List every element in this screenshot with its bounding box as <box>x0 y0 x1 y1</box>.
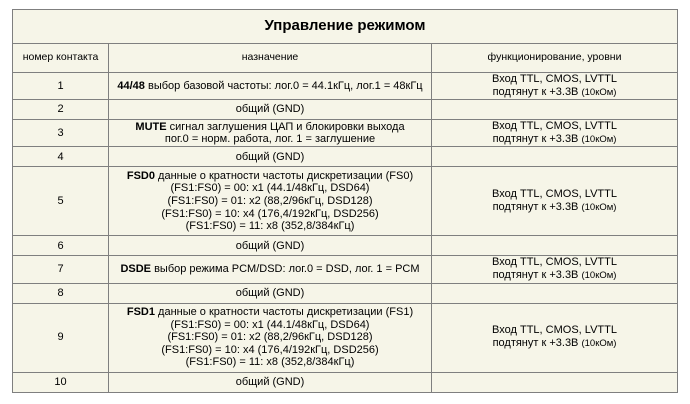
ratio-line: (FS1:FS0) = 01: x2 (88,2/96кГц, DSD128) <box>167 195 373 208</box>
purpose-cell: общий (GND) <box>109 147 432 167</box>
contact-number: 7 <box>13 256 109 283</box>
function-cell <box>432 256 678 283</box>
function-cell <box>432 236 678 256</box>
signal-name: FSD1 <box>126 306 155 319</box>
table-row <box>13 236 678 256</box>
function-line-1: Вход TTL, CMOS, LVTTL <box>492 73 617 85</box>
function-cell <box>432 167 678 236</box>
signal-name: FSD0 <box>126 169 155 182</box>
function-resistor: (10кОм) <box>581 201 617 213</box>
contact-number: 5 <box>13 167 109 236</box>
function-resistor: (10кОм) <box>581 86 617 98</box>
ratio-line: (FS1:FS0) = 11: x8 (352,8/384кГц) <box>185 220 355 233</box>
purpose-text: сигнал заглушения ЦАП и блокировки выхода <box>166 120 405 133</box>
purpose-cell <box>109 167 432 236</box>
table-row <box>13 120 678 147</box>
purpose-text-line-2: пог.0 = норм. работа, лог. 1 = заглушение <box>164 133 376 146</box>
function-resistor: (10кОм) <box>581 269 617 281</box>
purpose-cell: общий (GND) <box>109 236 432 256</box>
contact-number: 10 <box>13 372 109 392</box>
ratio-line: (FS1:FS0) = 11: x8 (352,8/384кГц) <box>185 356 355 369</box>
table-header-row <box>13 44 678 73</box>
table-row <box>13 147 678 167</box>
function-cell <box>432 147 678 167</box>
ratio-line: (FS1:FS0) = 00: x1 (44.1/48кГц, DSD64) <box>170 318 370 331</box>
header-contact: номер контакта <box>13 44 109 73</box>
function-line-2: подтянут к +3.3В <box>492 268 579 281</box>
contact-number: 8 <box>13 283 109 303</box>
function-cell <box>432 120 678 147</box>
table-row <box>13 256 678 283</box>
contact-number: 4 <box>13 147 109 167</box>
purpose-text: выбор режима PCM/DSD: лог.0 = DSD, лог. 1 = PCM <box>151 263 420 276</box>
function-cell <box>432 303 678 372</box>
function-cell <box>432 372 678 392</box>
function-line-1: Вход TTL, CMOS, LVTTL <box>492 324 617 337</box>
table-row <box>13 73 678 100</box>
purpose-cell: общий (GND) <box>109 283 432 303</box>
mode-control-table <box>12 9 678 393</box>
purpose-cell: общий (GND) <box>109 372 432 392</box>
ratio-line: (FS1:FS0) = 10: x4 (176,4/192кГц, DSD256) <box>161 343 379 356</box>
header-purpose: назначение <box>109 44 432 73</box>
ratio-line: (FS1:FS0) = 10: x4 (176,4/192кГц, DSD256) <box>161 207 379 220</box>
function-line-1: Вход TTL, CMOS, LVTTL <box>492 188 617 201</box>
function-resistor: (10кОм) <box>581 338 617 350</box>
function-line-2: подтянут к +3.3В <box>492 132 579 145</box>
function-line-2: подтянут к +3.3В <box>492 200 579 213</box>
signal-name: 44/48 <box>117 79 145 92</box>
table-title: Управление режимом <box>13 10 678 44</box>
contact-number: 1 <box>13 73 109 100</box>
table-title-row <box>13 10 678 44</box>
function-cell <box>432 283 678 303</box>
function-line-1: Вход TTL, CMOS, LVTTL <box>492 256 617 269</box>
table-row <box>13 100 678 120</box>
function-line-2: подтянут к +3.3В <box>492 337 579 350</box>
function-cell <box>432 73 678 100</box>
table-row <box>13 303 678 372</box>
contact-number: 3 <box>13 120 109 147</box>
ratio-line: (FS1:FS0) = 01: x2 (88,2/96кГц, DSD128) <box>167 331 373 344</box>
table-row <box>13 372 678 392</box>
ratio-line: (FS1:FS0) = 00: x1 (44.1/48кГц, DSD64) <box>170 182 370 195</box>
table-row <box>13 167 678 236</box>
purpose-text: выбор базовой частоты: лог.0 = 44.1кГц, лог.1 = 48кГц <box>144 79 423 92</box>
function-line-1: Вход TTL, CMOS, LVTTL <box>492 120 617 133</box>
function-resistor: (10кОм) <box>581 133 617 145</box>
contact-number: 9 <box>13 303 109 372</box>
purpose-text: данные о кратности частоты дискретизации (FS0) <box>154 169 414 182</box>
purpose-cell <box>109 303 432 372</box>
contact-number: 6 <box>13 236 109 256</box>
purpose-cell <box>109 120 432 147</box>
purpose-cell: общий (GND) <box>109 100 432 120</box>
signal-name: MUTE <box>135 120 167 133</box>
purpose-cell <box>109 73 432 100</box>
header-function: функционирование, уровни <box>432 44 678 73</box>
function-line-2: подтянут к +3.3В <box>492 85 579 98</box>
purpose-cell <box>109 256 432 283</box>
table-row <box>13 283 678 303</box>
signal-name: DSDE <box>120 263 152 276</box>
contact-number: 2 <box>13 100 109 120</box>
purpose-text: данные о кратности частоты дискретизации (FS1) <box>154 306 414 319</box>
function-cell <box>432 100 678 120</box>
